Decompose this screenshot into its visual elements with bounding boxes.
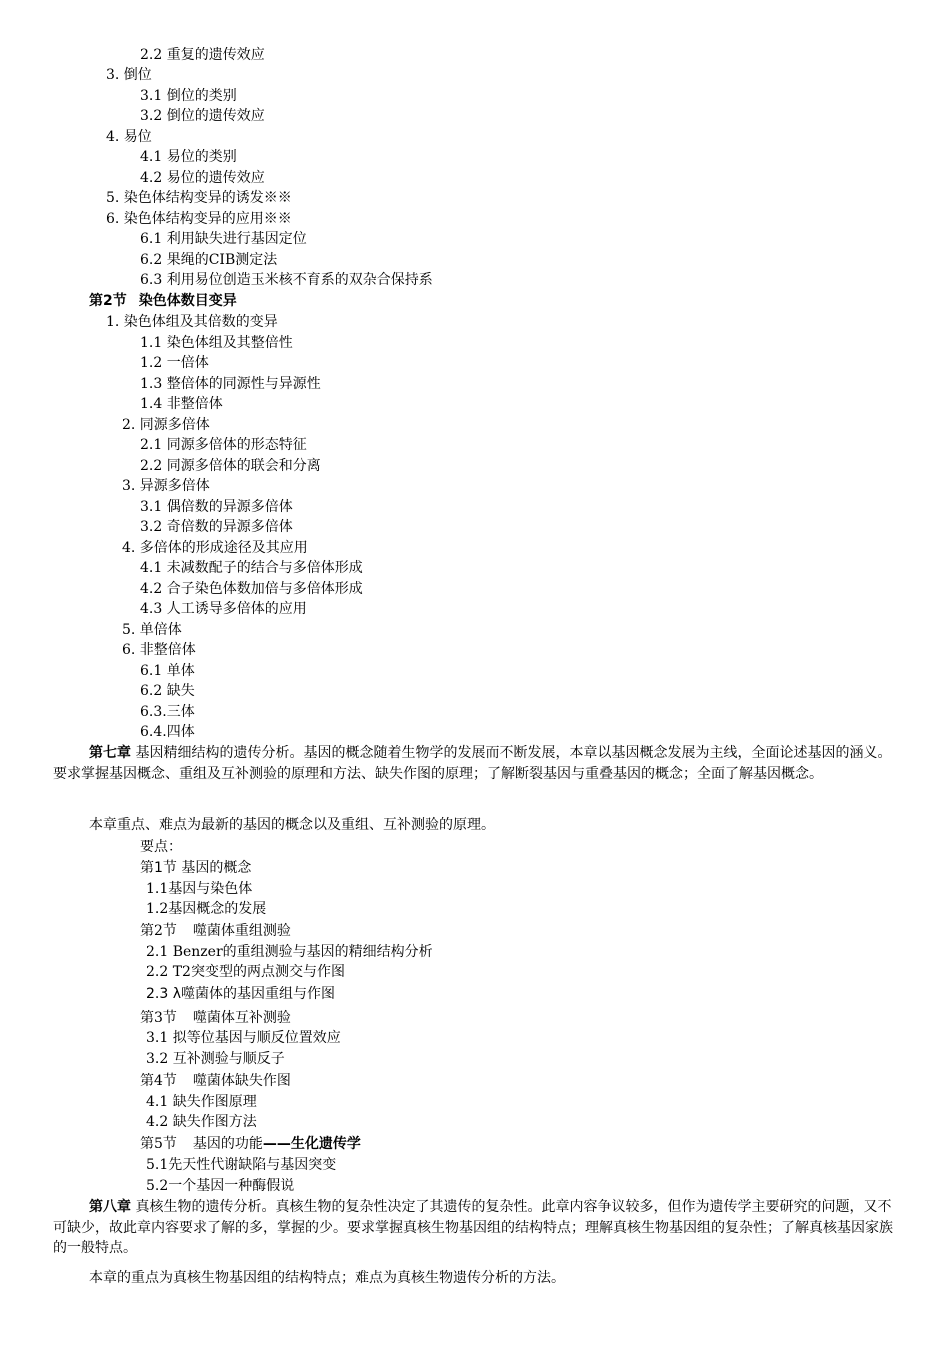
section-heading — [140, 1008, 291, 1028]
outline-item: 3. 倒位 — [106, 67, 152, 83]
section-heading: 第1节 基因的概念 — [140, 860, 252, 876]
outline-item: 4.1 易位的类别 — [140, 149, 237, 165]
section-label: 第4节 — [140, 1073, 177, 1089]
section-label: 第2节 — [140, 923, 177, 939]
outline-item: 4. 多倍体的形成途径及其应用 — [122, 540, 308, 556]
section-title: 噬菌体互补测验 — [192, 1010, 291, 1026]
outline-item: 4.2 缺失作图方法 — [146, 1114, 257, 1130]
outline-item: 4.2 合子染色体数加倍与多倍体形成 — [140, 581, 363, 597]
outline-item: 4. 易位 — [106, 129, 152, 145]
section-label: 第5节 — [140, 1136, 177, 1152]
section-title-part: ——生化遗传学 — [262, 1136, 361, 1152]
outline-item: 6.3.三体 — [140, 704, 195, 720]
outline-item: 1.1 染色体组及其整倍性 — [140, 335, 293, 351]
outline-item: 4.2 易位的遗传效应 — [140, 170, 265, 186]
outline-item: 4.3 人工诱导多倍体的应用 — [140, 601, 307, 617]
outline-item: 2. 同源多倍体 — [122, 417, 210, 433]
outline-item: 2.2 T2突变型的两点测交与作图 — [146, 964, 345, 980]
chapter8-intro — [53, 1197, 898, 1259]
outline-item: 1.4 非整倍体 — [140, 396, 223, 412]
outline-item: 6.1 单体 — [140, 663, 195, 679]
outline-item: 6. 非整倍体 — [122, 642, 196, 658]
section-heading — [89, 291, 237, 311]
chapter7-intro — [53, 743, 898, 784]
chapter8-label: 第八章 — [89, 1199, 131, 1215]
outline-item: 3.2 奇倍数的异源多倍体 — [140, 519, 293, 535]
outline-item: 2.2 重复的遗传效应 — [140, 47, 265, 63]
chapter7-focus: 本章重点、难点为最新的基因的概念以及重组、互补测验的原理。 — [89, 817, 495, 833]
outline-item: 6.4.四体 — [140, 724, 195, 740]
outline-item: 2.1 同源多倍体的形态特征 — [140, 437, 307, 453]
outline-item: 5.2一个基因一种酶假说 — [146, 1178, 295, 1194]
chapter8-intro-text: 真核生物的遗传分析。真核生物的复杂性决定了其遗传的复杂性。此章内容争议较多，但作为遗传学主要研究的问题，又不可缺少，故此章内容要求了解的多，掌握的少。要求掌握真核生物基因组的结构特点；理解真核生物基因组的复杂性；了解真核基因家族的一般特点。 — [53, 1199, 893, 1256]
outline-item: 3.1 拟等位基因与顺反位置效应 — [146, 1030, 341, 1046]
outline-item: 3.1 倒位的类别 — [140, 88, 237, 104]
outline-item: 4.1 缺失作图原理 — [146, 1094, 257, 1110]
outline-item: 2.1 Benzer的重组测验与基因的精细结构分析 — [146, 944, 433, 960]
section-title: 噬菌体缺失作图 — [192, 1073, 291, 1089]
outline-item: 3.1 偶倍数的异源多倍体 — [140, 499, 293, 515]
section-label: 第3节 — [140, 1010, 177, 1026]
outline-item: 3.2 互补测验与顺反子 — [146, 1051, 285, 1067]
outline-item: 1. 染色体组及其倍数的变异 — [106, 314, 278, 330]
section-title-part: 基因的功能 — [192, 1136, 263, 1152]
section-title: 染色体数目变异 — [138, 293, 237, 309]
section-heading — [140, 1134, 361, 1154]
outline-item: 5. 染色体结构变异的诱发※※ — [106, 190, 292, 206]
section-heading — [140, 1071, 291, 1091]
outline-item: 4.1 未减数配子的结合与多倍体形成 — [140, 560, 363, 576]
section-heading — [140, 921, 291, 941]
outline-item: 5.1先天性代谢缺陷与基因突变 — [146, 1157, 337, 1173]
outline-item: 1.1基因与染色体 — [146, 881, 253, 897]
outline-item: 1.2 一倍体 — [140, 355, 209, 371]
outline-item: 1.3 整倍体的同源性与异源性 — [140, 376, 321, 392]
outline-item: 3. 异源多倍体 — [122, 478, 210, 494]
outline-item: 5. 单倍体 — [122, 622, 182, 638]
outline-item: 6.2 缺失 — [140, 683, 195, 699]
points-label: 要点： — [140, 839, 182, 855]
outline-item: 6. 染色体结构变异的应用※※ — [106, 211, 292, 227]
chapter8-focus: 本章的重点为真核生物基因组的结构特点；难点为真核生物遗传分析的方法。 — [89, 1270, 565, 1286]
outline-item: 6.1 利用缺失进行基因定位 — [140, 231, 307, 247]
outline-item: 6.2 果绳的CIB测定法 — [140, 252, 278, 268]
chapter7-intro-text: 基因精细结构的遗传分析。基因的概念随着生物学的发展而不断发展，本章以基因概念发展为主线，全面论述基因的涵义。要求掌握基因概念、重组及互补测验的原理和方法、缺失作图的原理；了解断裂基因与重叠基因的概念；全面了解基因概念。 — [53, 745, 892, 782]
outline-item: 2.2 同源多倍体的联会和分离 — [140, 458, 321, 474]
section-label: 第2节 — [89, 293, 127, 309]
outline-item: 2.3 λ噬菌体的基因重组与作图 — [146, 986, 335, 1002]
outline-item: 6.3 利用易位创造玉米核不育系的双杂合保持系 — [140, 272, 433, 288]
outline-item: 1.2基因概念的发展 — [146, 901, 267, 917]
section-title: 噬菌体重组测验 — [192, 923, 291, 939]
chapter7-label: 第七章 — [89, 745, 131, 761]
outline-item: 3.2 倒位的遗传效应 — [140, 108, 265, 124]
